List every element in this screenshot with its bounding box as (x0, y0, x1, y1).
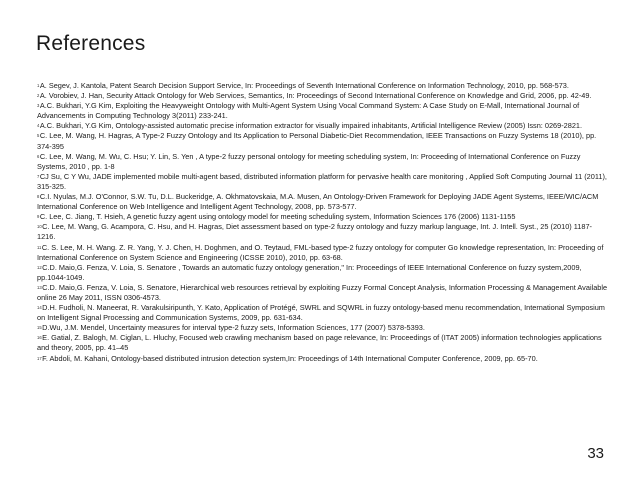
reference-item (37, 101, 609, 121)
reference-item (37, 91, 609, 101)
reference-text: C. Lee, C. Jiang, T. Hsieh, A genetic fuzzy agent using ontology model for meeting scheduling system, Information Sciences 176 (2006) 1131-1155 (39, 212, 516, 222)
reference-number: 3 (37, 103, 40, 109)
reference-item (37, 222, 609, 242)
reference-text: C. Lee, M. Wang, G. Acampora, C. Hsu, and H. Hagras, Diet assessment based on type-2 fuzzy ontology and fuzzy markup language, Int. J. Intell. Syst., 25 (2010) 1187-1216. (37, 222, 593, 242)
reference-number: 11 (37, 244, 42, 250)
reference-number: 17 (37, 355, 42, 361)
reference-text: E. Gatial, Z. Balogh, M. Ciglan, L. Hluchy, Focused web crawling mechanism based on page relevance, In: Proceedings of (ITAT 2005) information technologies applications and theory, 2005, pp. 41–45 (37, 333, 602, 353)
reference-text: C.D. Maio,G. Fenza, V. Loia, S. Senatore, Hierarchical web resources retrieval by exploiting Fuzzy Formal Concept Analysis, Information Processing & Management Available online 26 May 2011, ISSN 0306-4573. (37, 282, 608, 302)
reference-text: D.Wu, J.M. Mendel, Uncertainty measures for interval type-2 fuzzy sets, Information Sciences, 177 (2007) 5378-5393. (42, 323, 425, 333)
reference-item (37, 192, 609, 212)
reference-number: 12 (37, 264, 42, 270)
reference-text: C.I. Nyulas, M.J. O'Connor, S.W. Tu, D.L. Buckeridge, A. Okhmatovskaia, M.A. Musen, An Ontology-Driven Framework for Deploying JADE Agent Systems, IEEE/WIC/ACM International Conference on Web Intelligence and Intelligent Agent Technology, 2008, pp. 573-577. (37, 192, 599, 212)
reference-number: 6 (37, 153, 40, 159)
reference-number: 9 (37, 214, 40, 220)
reference-text: CJ Su, C Y Wu, JADE implemented mobile multi-agent based, distributed information platform for pervasive health care monitoring , Applied Soft Computing Journal 11 (2011), 315-325. (37, 171, 607, 191)
reference-text: A. Vorobiev, J. Han, Security Attack Ontology for Web Services, Semantics, In: Proceedings of Second International Conference on Knowledge and Grid, 2006, pp. 42-49. (39, 91, 592, 101)
reference-item (37, 263, 609, 283)
reference-item (37, 323, 609, 333)
reference-text: C. S. Lee, M. H. Wang. Z. R. Yang, Y. J. Chen, H. Doghmen, and O. Teytaud, FML-based type-2 fuzzy ontology for computer Go knowledge representation, In: Proceeding of International Conference on System Science and Engineering (ICSSE 2010), 2010, pp. 63-68. (37, 242, 604, 262)
reference-number: 13 (37, 284, 42, 290)
reference-number: 1 (37, 83, 40, 88)
reference-text: C.D. Maio,G. Fenza, V. Loia, S. Senatore , Towards an automatic fuzzy ontology generation," In: Proceedings of IEEE International Conference on fuzzy system,2009, pp.1044-1049. (37, 262, 582, 282)
reference-number: 8 (37, 194, 40, 200)
reference-item (37, 283, 609, 303)
reference-text: D.H. Fudholi, N. Maneerat, R. Varakulsiripunth, Y. Kato, Application of Protégé, SWRL and SQWRL in fuzzy ontology-based menu recommendation, International Symposium on Intelligent Signal Processing and Communication Systems, 2009, pp. 631-634. (37, 303, 605, 323)
reference-number: 2 (37, 93, 40, 99)
reference-text: C. Lee, M. Wang, M. Wu, C. Hsu; Y. Lin, S. Yen , A type-2 fuzzy personal ontology for meeting scheduling system, In: Proceeding of International Conference on Fuzzy Systems, 2010 , pp. 1-8 (37, 151, 581, 171)
reference-item (37, 121, 609, 131)
reference-number: 10 (37, 224, 42, 230)
reference-item (37, 333, 609, 353)
reference-number: 4 (37, 123, 40, 129)
reference-number: 7 (37, 173, 40, 179)
reference-text: A.C. Bukhari, Y.G Kim, Ontology-assisted automatic precise information extractor for visually impaired inhabitants, Artificial Intelligence Review (2005) Issn: 0269-2821. (39, 121, 583, 131)
reference-number: 15 (37, 325, 42, 331)
reference-item (37, 354, 609, 364)
reference-list (37, 81, 609, 364)
page-number: 33 (587, 445, 604, 462)
reference-text: A. Segev, J. Kantola, Patent Search Decision Support Service, In: Proceedings of Seventh International Conference on Information Technology, 2010, pp. 568-573. (39, 81, 569, 90)
reference-number: 16 (37, 335, 42, 341)
reference-item (37, 303, 609, 323)
reference-item (37, 172, 609, 192)
reference-item (37, 131, 609, 151)
reference-text: F. Abdoli, M. Kahani, Ontology-based distributed intrusion detection system,In: Proceedings of 14th International Computer Conference, 2009, pp. 65-70. (42, 353, 538, 363)
reference-item (37, 243, 609, 263)
slide-title: References (36, 32, 146, 55)
reference-number: 5 (37, 133, 40, 139)
reference-text: C. Lee, M. Wang, H. Hagras, A Type-2 Fuzzy Ontology and Its Application to Personal Diabetic-Diet Recommendation, IEEE Transactions on Fuzzy Systems 18 (2010), pp. 374-395 (37, 131, 597, 151)
reference-item (37, 81, 609, 91)
reference-number: 14 (37, 305, 42, 311)
reference-item (37, 152, 609, 172)
reference-text: A.C. Bukhari, Y.G Kim, Exploiting the Heavyweight Ontology with Multi-Agent System Using Vocal Command System: A Case Study on E-Mall, International Journal of Advancements in Computing Technology 3(2011) 233-241. (37, 101, 580, 121)
reference-item (37, 212, 609, 222)
